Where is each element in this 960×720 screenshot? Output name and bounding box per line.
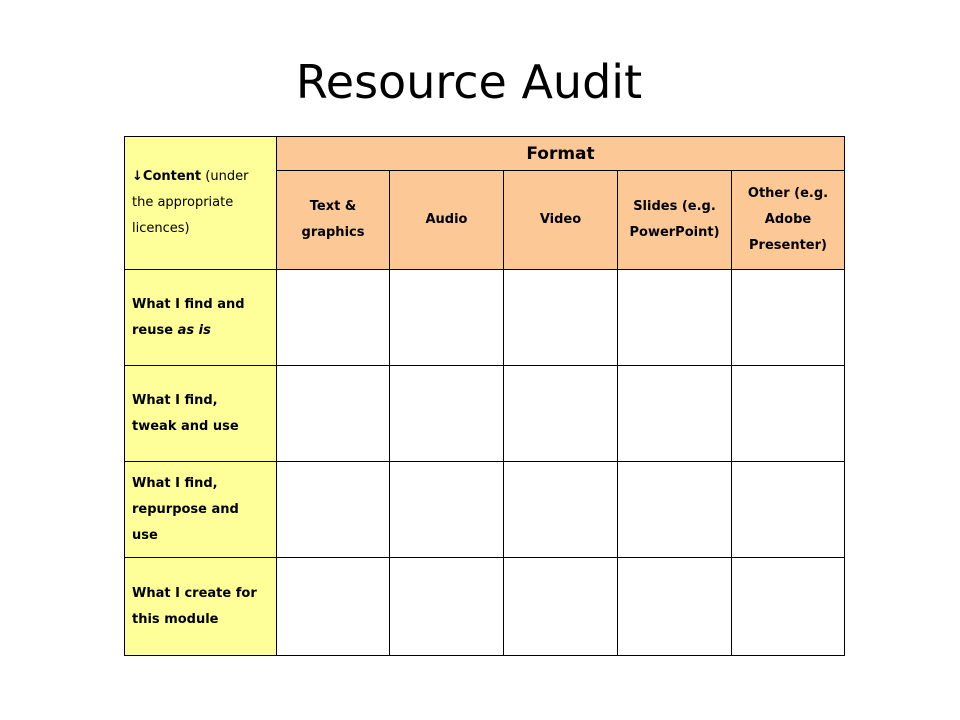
table-cell[interactable] xyxy=(618,462,732,558)
row-header-find-tweak xyxy=(125,366,277,462)
table-cell[interactable] xyxy=(504,558,618,656)
column-header-other: Other (e.g. Adobe Presenter) xyxy=(732,171,845,270)
content-corner-cell xyxy=(125,137,277,270)
resource-audit-table xyxy=(124,136,845,656)
table-cell[interactable] xyxy=(390,462,504,558)
table-row xyxy=(125,462,845,558)
page-title: Resource Audit xyxy=(295,55,643,109)
format-header: Format xyxy=(277,137,845,171)
row-label: What I find and reuse xyxy=(132,296,245,338)
table-row xyxy=(125,558,845,656)
table-cell[interactable] xyxy=(277,270,390,366)
content-note: (under the appropriate licences) xyxy=(132,169,249,236)
row-header-create xyxy=(125,558,277,656)
table-cell[interactable] xyxy=(732,270,845,366)
row-header-find-repurpose xyxy=(125,462,277,558)
table-cell[interactable] xyxy=(277,558,390,656)
table-cell[interactable] xyxy=(504,366,618,462)
content-label: Content xyxy=(142,169,202,184)
down-arrow-icon: ↓ xyxy=(132,169,143,184)
table-cell[interactable] xyxy=(732,558,845,656)
row-label: What I find, tweak and use xyxy=(132,392,239,434)
row-label: What I create for this module xyxy=(132,585,257,627)
row-label-emphasis: as is xyxy=(177,322,211,338)
table-cell[interactable] xyxy=(618,270,732,366)
table-cell[interactable] xyxy=(504,462,618,558)
table-cell[interactable] xyxy=(504,270,618,366)
format-header-row xyxy=(125,137,845,171)
table-cell[interactable] xyxy=(618,558,732,656)
column-header-slides: Slides (e.g. PowerPoint) xyxy=(618,171,732,270)
column-header-audio: Audio xyxy=(390,171,504,270)
column-header-video: Video xyxy=(504,171,618,270)
column-header-text-graphics: Text & graphics xyxy=(277,171,390,270)
row-header-find-reuse xyxy=(125,270,277,366)
table-cell[interactable] xyxy=(277,366,390,462)
table-cell[interactable] xyxy=(390,270,504,366)
table-cell[interactable] xyxy=(277,462,390,558)
table-cell[interactable] xyxy=(618,366,732,462)
table-cell[interactable] xyxy=(732,462,845,558)
table-row xyxy=(125,366,845,462)
row-label: What I find, repurpose and use xyxy=(132,475,239,543)
table-cell[interactable] xyxy=(732,366,845,462)
table-row xyxy=(125,270,845,366)
table-cell[interactable] xyxy=(390,366,504,462)
table-cell[interactable] xyxy=(390,558,504,656)
